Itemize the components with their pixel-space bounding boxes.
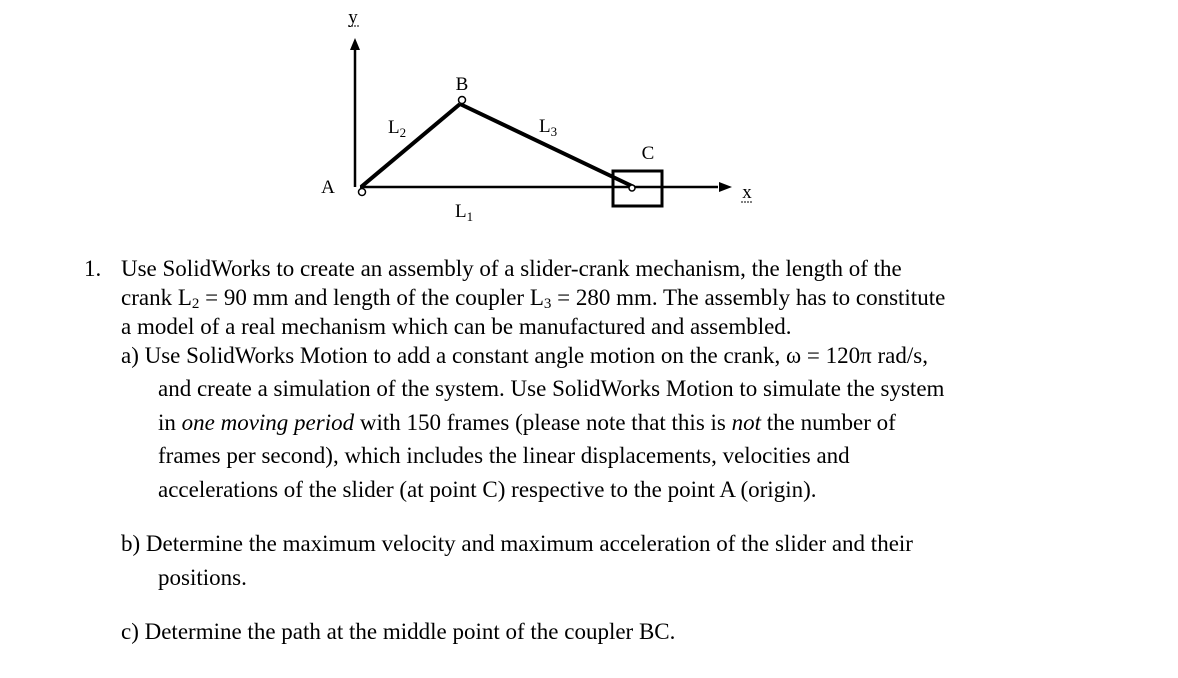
label-link-l3: $L_3$ [539,116,558,139]
question-intro-line-1: Use SolidWorks to create an assembly of a slider-crank mechanism, the length of the [121,256,902,281]
label-link-l1: $L_1$ [455,201,474,224]
y-axis-arrowhead [350,38,360,50]
question-intro-line-3: a model of a real mechanism which can be manufactured and assembled. [121,314,792,339]
question-intro-line-2: crank $L_2 = 90$ mm and length of the coupler $L_3 = 280$ mm. The assembly has to constitute [121,285,946,312]
emphasis-one-moving-period: one moving period [181,410,355,435]
label-link-l2: $L_2$ [388,117,407,140]
x-axis-arrowhead [719,182,732,192]
crank-link-l2 [361,104,460,187]
label-point-c: C [641,143,655,164]
label-point-b: B [455,74,469,95]
part-c-line-1: c) Determine the path at the middle point of the coupler BC. [121,619,676,644]
slider-block [613,171,662,206]
joint-a [359,189,366,196]
y-axis-label: y [348,7,358,28]
part-b-line-2: positions. [158,565,247,590]
slider-crank-diagram [0,0,1178,240]
joint-b [459,97,466,104]
question-number: 1. [84,256,102,281]
part-a-line-5: accelerations of the slider (at point C) respective to the point A (origin). [158,477,817,502]
x-axis-label: x [742,182,752,203]
part-a-line-3: in one moving period with 150 frames (please note that this is not the number of [158,410,896,435]
part-a-line-1: a) Use SolidWorks Motion to add a constant angle motion on the crank, ω = 120π rad/s, [121,343,928,368]
label-point-a: A [321,177,335,198]
part-b-line-1: b) Determine the maximum velocity and maximum acceleration of the slider and their [121,531,913,556]
part-a-line-2: and create a simulation of the system. Use SolidWorks Motion to simulate the system [158,376,945,401]
joint-c [629,185,635,191]
emphasis-not: not [731,410,762,435]
part-a-line-4: frames per second), which includes the linear displacements, velocities and [158,443,850,468]
